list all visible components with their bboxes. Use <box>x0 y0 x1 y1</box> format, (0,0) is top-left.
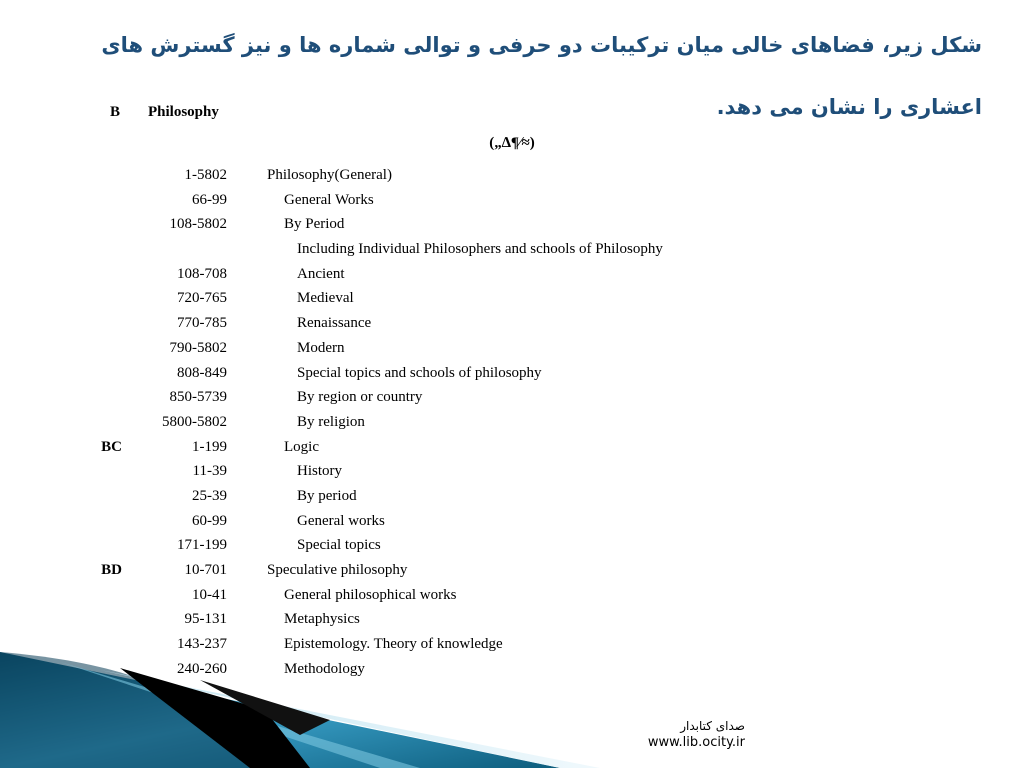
class-caption: By Period <box>284 216 345 233</box>
class-range: 108-5802 <box>169 216 227 233</box>
table-row <box>0 188 1024 213</box>
schedule-name: Philosophy <box>148 104 219 120</box>
footer-site-name: صدای کتابدار <box>680 719 745 733</box>
class-caption: History <box>297 463 342 480</box>
table-row <box>0 163 1024 188</box>
class-caption: By period <box>297 487 357 504</box>
table-row <box>0 212 1024 237</box>
class-caption: Speculative philosophy <box>267 562 408 578</box>
class-caption: General philosophical works <box>284 586 457 603</box>
class-caption: General Works <box>284 191 374 208</box>
class-range: 720-765 <box>177 290 227 307</box>
class-range: 108-708 <box>177 265 227 282</box>
slide-title: شکل زیر، فضاهای خالی میان ترکیبات دو حرفی و توالی شماره ها و نیز گسترش های اعشاری را نشان می دهد. <box>101 33 982 119</box>
class-caption: Special topics and schools of philosophy <box>297 364 542 381</box>
table-row <box>0 361 1024 386</box>
class-caption: Modern <box>297 339 345 356</box>
class-caption: General works <box>297 512 385 529</box>
class-range: 143-237 <box>177 636 227 653</box>
table-row <box>0 237 1024 262</box>
table-row <box>0 583 1024 608</box>
footer-url[interactable]: www.lib.ocity.ir <box>647 735 745 750</box>
class-range: 790-5802 <box>169 339 227 356</box>
table-row <box>0 632 1024 657</box>
class-range: 10-41 <box>192 586 227 603</box>
table-row <box>0 509 1024 534</box>
class-caption: By region or country <box>297 389 423 406</box>
schedule-code: B <box>110 104 121 120</box>
class-range: 60-99 <box>192 512 227 529</box>
table-row <box>0 435 1024 460</box>
class-range: 171-199 <box>177 537 227 554</box>
class-caption: Ancient <box>297 265 345 282</box>
table-row <box>0 262 1024 287</box>
schedule-subheading: („∆¶∕≈) <box>489 135 535 151</box>
table-row <box>0 657 1024 682</box>
class-caption: Epistemology. Theory of knowledge <box>284 636 503 653</box>
class-range: 66-99 <box>192 191 227 208</box>
class-range: 5800-5802 <box>162 413 227 430</box>
class-range: 10-701 <box>184 562 227 578</box>
class-caption: Renaissance <box>297 315 372 332</box>
class-caption: By religion <box>297 413 365 430</box>
subclass-code: BD <box>101 562 122 578</box>
class-range: 11-39 <box>192 463 227 480</box>
class-caption: Philosophy(General) <box>267 167 392 183</box>
class-caption: Logic <box>284 438 319 455</box>
class-range: 1-199 <box>192 438 227 455</box>
class-range: 95-131 <box>184 611 227 628</box>
table-row <box>0 459 1024 484</box>
table-row <box>0 336 1024 361</box>
class-range: 25-39 <box>192 487 227 504</box>
table-row <box>0 607 1024 632</box>
table-row <box>0 286 1024 311</box>
class-caption: Methodology <box>284 660 365 677</box>
table-row <box>0 484 1024 509</box>
table-row <box>0 385 1024 410</box>
class-caption: Medieval <box>297 290 354 307</box>
class-range: 808-849 <box>177 364 227 381</box>
class-caption: Special topics <box>297 537 381 554</box>
table-row <box>0 558 1024 583</box>
footer-credit <box>648 718 745 752</box>
table-row <box>0 311 1024 336</box>
class-range: 770-785 <box>177 315 227 332</box>
class-range: 240-260 <box>177 660 227 677</box>
subclass-code: BC <box>101 438 122 455</box>
class-caption: Including Individual Philosophers and schools of Philosophy <box>297 241 663 258</box>
class-range: 1-5802 <box>184 167 227 183</box>
class-range: 850-5739 <box>169 389 227 406</box>
table-row <box>0 533 1024 558</box>
schedule-outline <box>0 163 1024 681</box>
table-row <box>0 410 1024 435</box>
class-caption: Metaphysics <box>284 611 360 628</box>
